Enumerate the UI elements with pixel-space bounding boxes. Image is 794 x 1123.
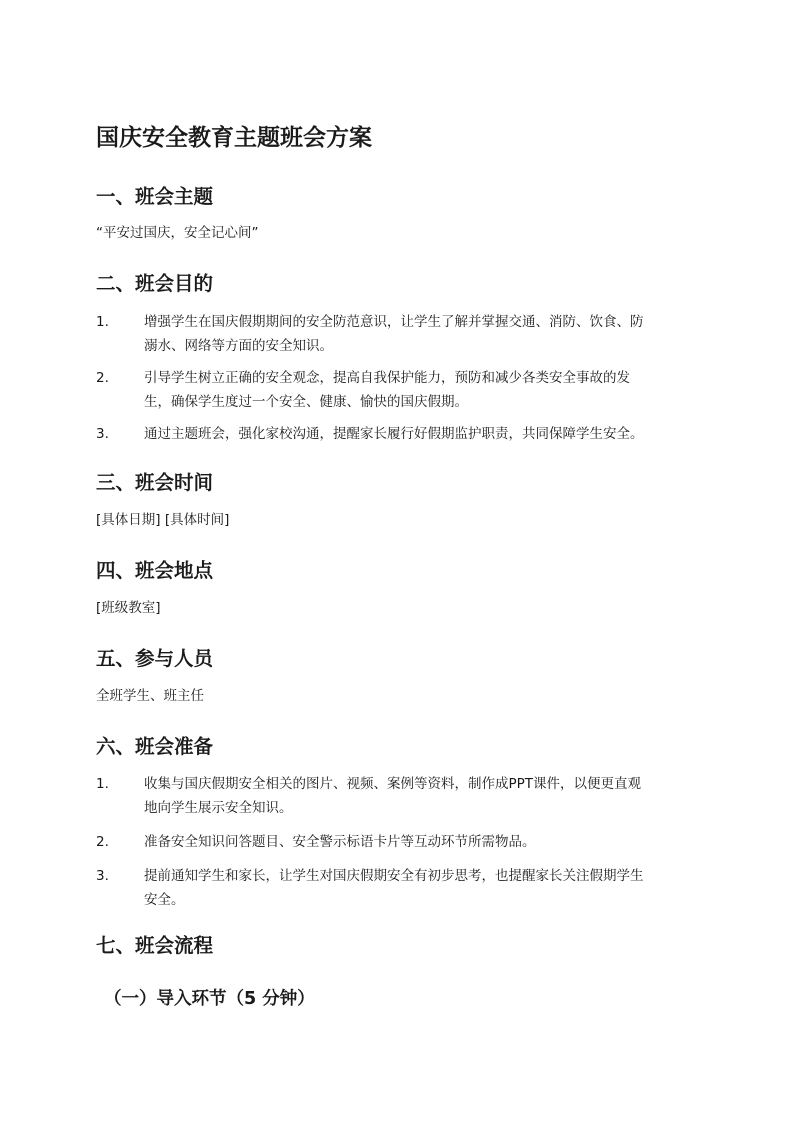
purpose-list [96,310,706,446]
list-item-line: 增强学生在国庆假期期间的安全防范意识，让学生了解并掌握交通、消防、饮食、防 [144,314,644,330]
list-item-number: 3. [96,868,109,884]
list-item [96,366,706,414]
location-text: [班级教室] [96,600,161,616]
list-item-line: 准备安全知识问答题目、安全警示标语卡片等互动环节所需物品。 [144,834,536,850]
section-heading-location: 四、班会地点 [96,559,214,582]
list-item [96,830,706,854]
list-item-line: 溺水、网络等方面的安全知识。 [144,338,333,354]
list-item-number: 2. [96,370,109,386]
subsection-heading-intro: （一）导入环节（5 分钟） [104,989,315,1009]
list-item-line: 引导学生树立正确的安全观念，提高自我保护能力，预防和减少各类安全事故的发 [144,370,630,386]
list-item-line: 地向学生展示安全知识。 [144,800,293,816]
section-heading-preparation: 六、班会准备 [96,735,214,758]
section-heading-time: 三、班会时间 [96,471,214,494]
document-title: 国庆安全教育主题班会方案 [96,125,372,151]
section-heading-theme: 一、班会主题 [96,185,214,208]
list-item-line: 收集与国庆假期安全相关的图片、视频、案例等资料，制作成PPT课件，以便更直观 [144,776,642,792]
section-heading-process: 七、班会流程 [96,934,214,957]
list-item-line: 生，确保学生度过一个安全、健康、愉快的国庆假期。 [144,394,468,410]
list-item-number: 2. [96,834,109,850]
list-item [96,422,706,446]
section-heading-participants: 五、参与人员 [96,647,214,670]
participants-text: 全班学生、班主任 [96,688,204,704]
preparation-list [96,772,706,912]
section-heading-purpose: 二、班会目的 [96,272,214,295]
list-item-line: 安全。 [144,892,185,908]
list-item [96,864,706,912]
theme-text: “平安过国庆，安全记心间” [96,225,259,241]
time-text: [具体日期] [具体时间] [96,512,230,528]
list-item-line: 通过主题班会，强化家校沟通，提醒家长履行好假期监护职责，共同保障学生安全。 [144,426,644,442]
list-item-number: 3. [96,426,109,442]
list-item [96,772,706,820]
list-item [96,310,706,358]
list-item-number: 1. [96,776,109,792]
list-item-number: 1. [96,314,109,330]
list-item-line: 提前通知学生和家长，让学生对国庆假期安全有初步思考，也提醒家长关注假期学生 [144,868,644,884]
